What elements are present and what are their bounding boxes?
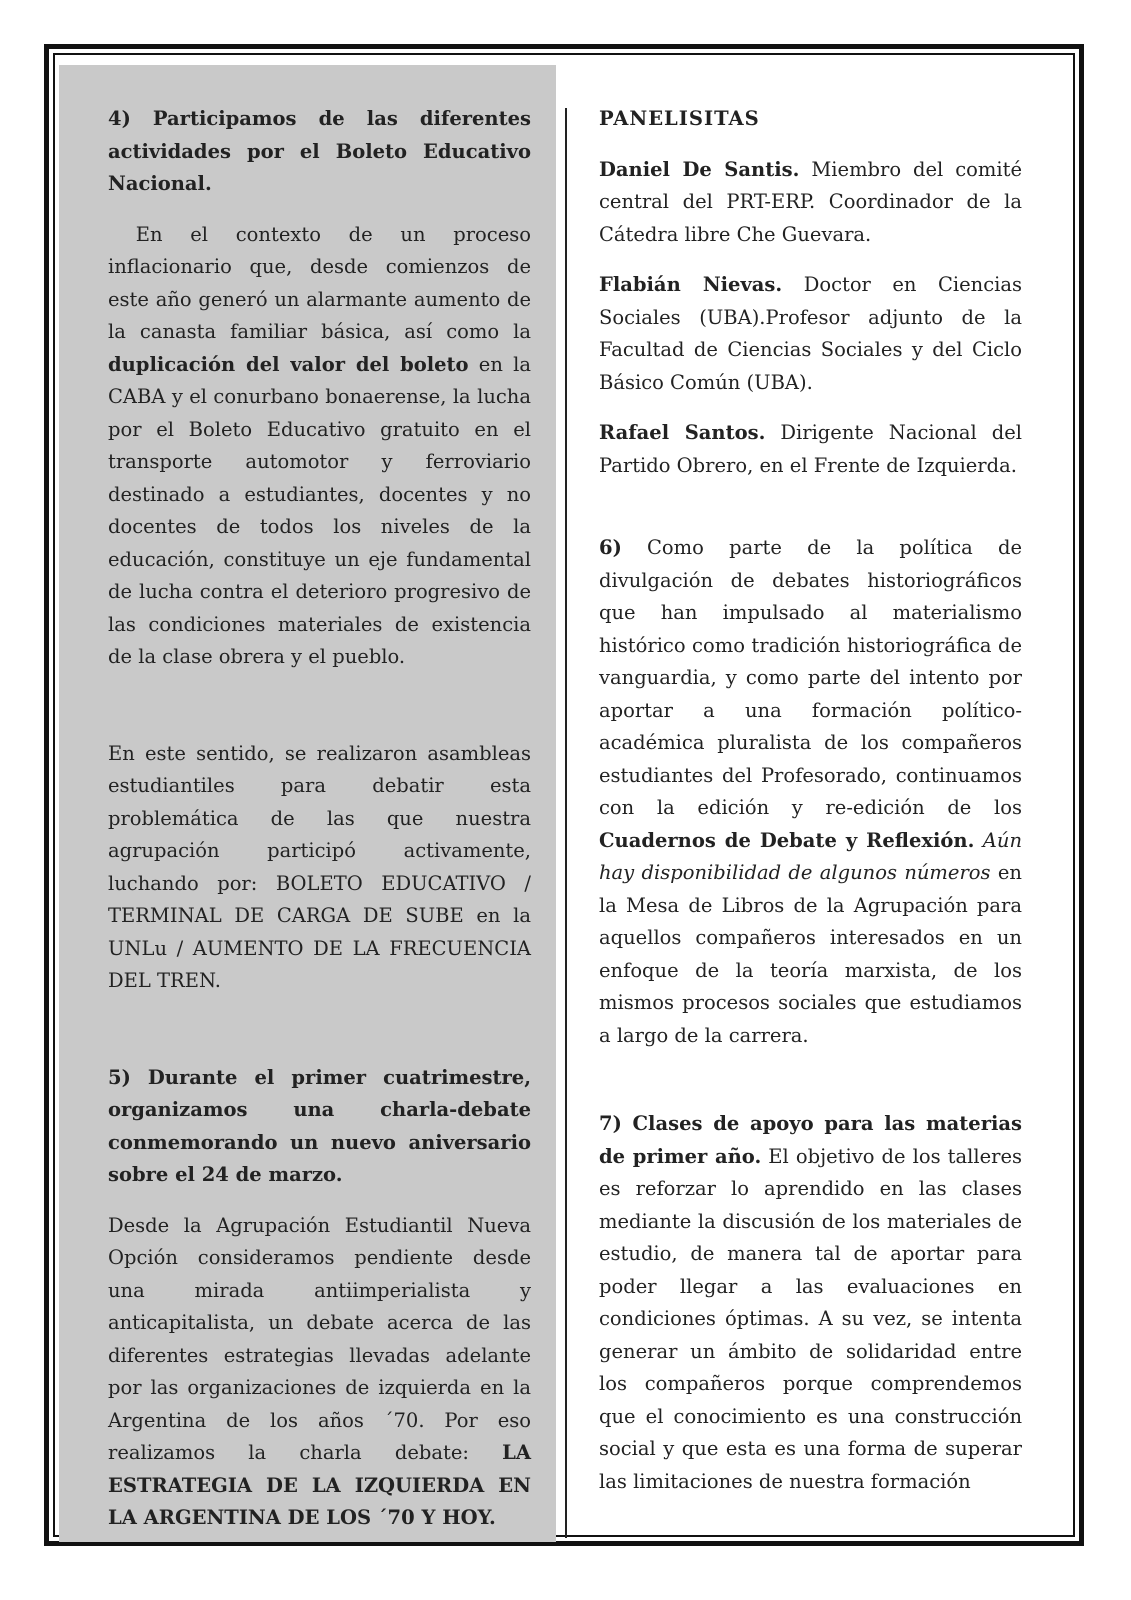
panelist-3-desc: Dirigente Nacional del Partido Obrero, en el Frente de Izquierda. bbox=[599, 421, 1023, 477]
section-7-heading: 7) Clases de apoyo para las materias de primer año. bbox=[599, 1112, 1022, 1168]
section-5-paragraph bbox=[108, 1210, 531, 1535]
section-6-text-a: Como parte de la política de divulgación de debates historiográficos que han impulsado al materialismo histórico como tradición historiográfica de vanguardia, y como parte del intento por aportar a una formación político-académica pluralista de los compañeros estudiantes del Profesorado, continuamos con la edición y re-edición de los bbox=[599, 536, 1022, 819]
panelist-3-name: Rafael Santos. bbox=[599, 421, 766, 444]
section-6-number: 6) bbox=[599, 536, 622, 559]
left-column bbox=[108, 103, 531, 1535]
section-6-text-b: en la Mesa de Libros de la Agrupación para aquellos compañeros interesados en un enfoque de la teoría marxista, de los mismos procesos sociales que estudiamos a largo de la carrera. bbox=[599, 861, 1022, 1047]
panelist-1 bbox=[599, 154, 1022, 252]
panelist-3 bbox=[599, 417, 1022, 482]
section-4-text-a: En el contexto de un proceso inflacionario que, desde comienzos de este año generó un alarmante aumento de la canasta familiar básica, así como la bbox=[108, 222, 532, 343]
right-column bbox=[599, 103, 1022, 1498]
section-5-heading: 5) Durante el primer cuatrimestre, organizamos una charla-debate conmemorando un nuevo aniversario sobre el 24 de marzo. bbox=[108, 1065, 531, 1186]
section-5-bold-title: LA ESTRATEGIA DE LA IZQUIERDA EN LA ARGENTINA DE LOS ´70 Y HOY. bbox=[108, 1441, 531, 1529]
column-divider bbox=[565, 108, 567, 1538]
section-4-bold-phrase: duplicación del valor del boleto bbox=[108, 352, 469, 376]
section-4-paragraph-1 bbox=[108, 219, 531, 674]
section-4-heading: 4) Participamos de las diferentes actividades por el Boleto Educativo Nacional. bbox=[108, 107, 531, 195]
section-7-text: El objetivo de los talleres es reforzar lo aprendido en las clases mediante la discusión de los materiales de estudio, de manera tal de aportar para poder llegar a las evaluaciones en condiciones óptimas. A su vez, se intenta generar un ámbito de solidaridad entre los compañeros porque comprendemos que el conocimiento es una construcción social y que esta es una forma de superar las limitaciones de nuestra formación bbox=[599, 1144, 1023, 1493]
section-4-text-b: en la CABA y el conurbano bonaerense, la lucha por el Boleto Educativo gratuito en el transporte automotor y ferroviario destinado a estudiantes, docentes y no docentes de todos los niveles de la educación, constituye un eje fundamental de lucha contra el deterioro progresivo de las condiciones materiales de existencia de la clase obrera y el pueblo. bbox=[108, 352, 531, 668]
panelist-1-name: Daniel De Santis. bbox=[599, 157, 800, 181]
panelist-1-desc: Miembro del comité central del PRT-ERP. Coordinador de la Cátedra libre Che Guevara. bbox=[599, 157, 1022, 246]
panelist-2 bbox=[599, 269, 1022, 399]
section-6-paragraph bbox=[599, 532, 1022, 1052]
section-4-paragraph-2: En este sentido, se realizaron asambleas estudiantiles para debatir esta problemática de las que nuestra agrupación participó activamente, luchando por: BOLETO EDUCATIVO / TERMINAL DE CARGA DE SUBE en la UNLu / AUMENTO DE LA FRECUENCIA DEL TREN. bbox=[108, 741, 531, 992]
section-5-text: Desde la Agrupación Estudiantil Nueva Opción consideramos pendiente desde una mirada antiimperialista y anticapitalista, un debate acerca de las diferentes estrategias llevadas adelante por las organizaciones de izquierda en la Argentina de los años ´70. Por eso realizamos la charla debate: bbox=[108, 1213, 531, 1464]
panelist-2-name: Flabián Nievas. bbox=[599, 273, 783, 296]
section-7-paragraph bbox=[599, 1108, 1022, 1498]
section-6-bold-title: Cuadernos de Debate y Reflexión. bbox=[599, 828, 975, 852]
section-6-italic: Aún hay disponibilidad de algunos números bbox=[599, 828, 1022, 884]
panelists-title: PANELISITAS bbox=[599, 107, 760, 130]
panelist-2-desc: Doctor en Ciencias Sociales (UBA).Profesor adjunto de la Facultad de Ciencias Sociales y del Ciclo Básico Común (UBA). bbox=[599, 273, 1023, 394]
